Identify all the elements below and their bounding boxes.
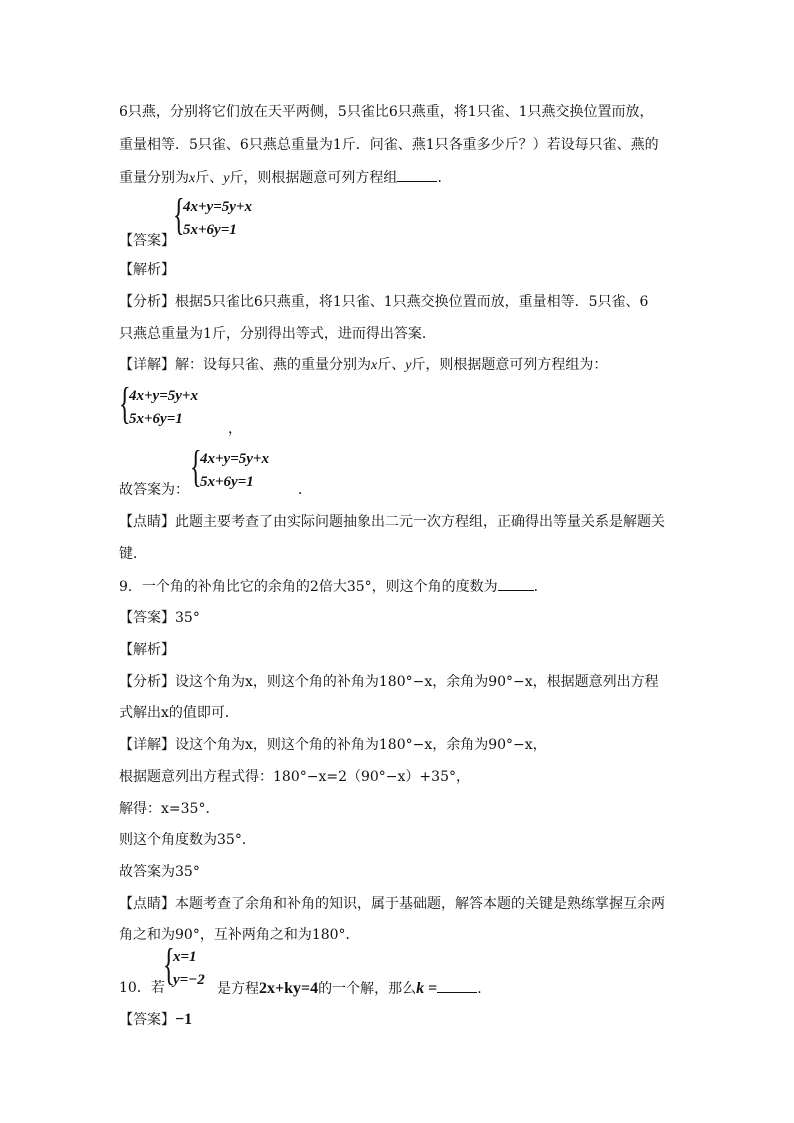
q9-dianjing-2: 角之和为90°，互补两角之和为180°． — [119, 927, 360, 943]
q9-question: 9．一个角的补角比它的余角的2倍大35°，则这个角的度数为 ． — [119, 576, 548, 597]
q9-analysis-label: 【解析】 — [119, 642, 175, 658]
q8-line-1: 6只燕，分别将它们放在天平两侧，5只雀比6只燕重，将1只雀、1只燕交换位置而放， — [119, 104, 654, 120]
answer-blank — [437, 978, 477, 993]
q10-equation: 2x+ky=4 — [259, 980, 319, 997]
q9-fenxi-1: 【分析】设这个角为x，则这个角的补角为180°−x，余角为90°−x，根据题意列出方程 — [119, 674, 659, 690]
so-answer-label: 故答案为： — [119, 482, 189, 498]
detail-line: 【详解】解：设每只雀、燕的重量分别为x斤、y斤，则根据题意可列方程组为： — [119, 357, 608, 373]
q9-dianjing-1: 【点睛】本题考查了余角和补角的知识，属于基础题，解答本题的关键是熟练掌握互余两 — [119, 896, 665, 912]
fenxi-line-2: 只燕总重量为1斤，分别得出等式，进而得出答案． — [119, 326, 436, 342]
q9-detail-4: 则这个角度数为35°． — [119, 832, 256, 848]
q10-body: 是方程2x+ky=4的一个解，那么k = ． — [217, 980, 492, 997]
analysis-label: 【解析】 — [119, 262, 175, 278]
equation-system-answer: { 4x+y=5y+x 5x+6y=1 — [173, 190, 252, 239]
final-period: ． — [298, 482, 312, 498]
q9-detail-3: 解得：x=35°． — [119, 801, 220, 817]
q9-detail-5: 故答案为35° — [119, 864, 200, 880]
q10-prefix: 10．若 — [119, 980, 165, 996]
equation-system-detail: { 4x+y=5y+x 5x+6y=1 — [119, 379, 198, 428]
q8-line-3: 重量分别为x斤、y斤，则根据题意可列方程组 ． — [119, 167, 451, 189]
q10-solution-system: { x=1 y=−2 — [163, 940, 205, 989]
fenxi-line-1: 【分析】根据5只雀比6只燕重，将1只雀、1只燕交换位置而放，重量相等．5只雀、6 — [119, 294, 649, 310]
q8-line-2: 重量相等．5只雀、6只燕总重量为1斤．问雀、燕1只各重多少斤？）若设每只雀、燕的 — [119, 137, 659, 153]
q9-fenxi-2: 式解出x的值即可． — [119, 705, 239, 721]
dianjing-line-2: 键． — [119, 546, 147, 562]
answer-label: 【答案】 — [119, 233, 175, 249]
q9-detail-1: 【详解】设这个角为x，则这个角的补角为180°−x，余角为90°−x， — [119, 737, 547, 753]
answer-blank — [498, 576, 534, 591]
q9-detail-2: 根据题意列出方程式得：180°−x=2（90°−x）+35°， — [119, 769, 470, 785]
comma: ， — [228, 421, 242, 437]
q9-answer: 【答案】35° — [119, 610, 200, 626]
equation-system-final: { 4x+y=5y+x 5x+6y=1 — [190, 442, 269, 491]
q10-answer: 【答案】−1 — [119, 1011, 193, 1028]
answer-blank — [397, 167, 437, 182]
dianjing-line-1: 【点睛】此题主要考查了由实际问题抽象出二元一次方程组，正确得出等量关系是解题关 — [119, 514, 665, 530]
